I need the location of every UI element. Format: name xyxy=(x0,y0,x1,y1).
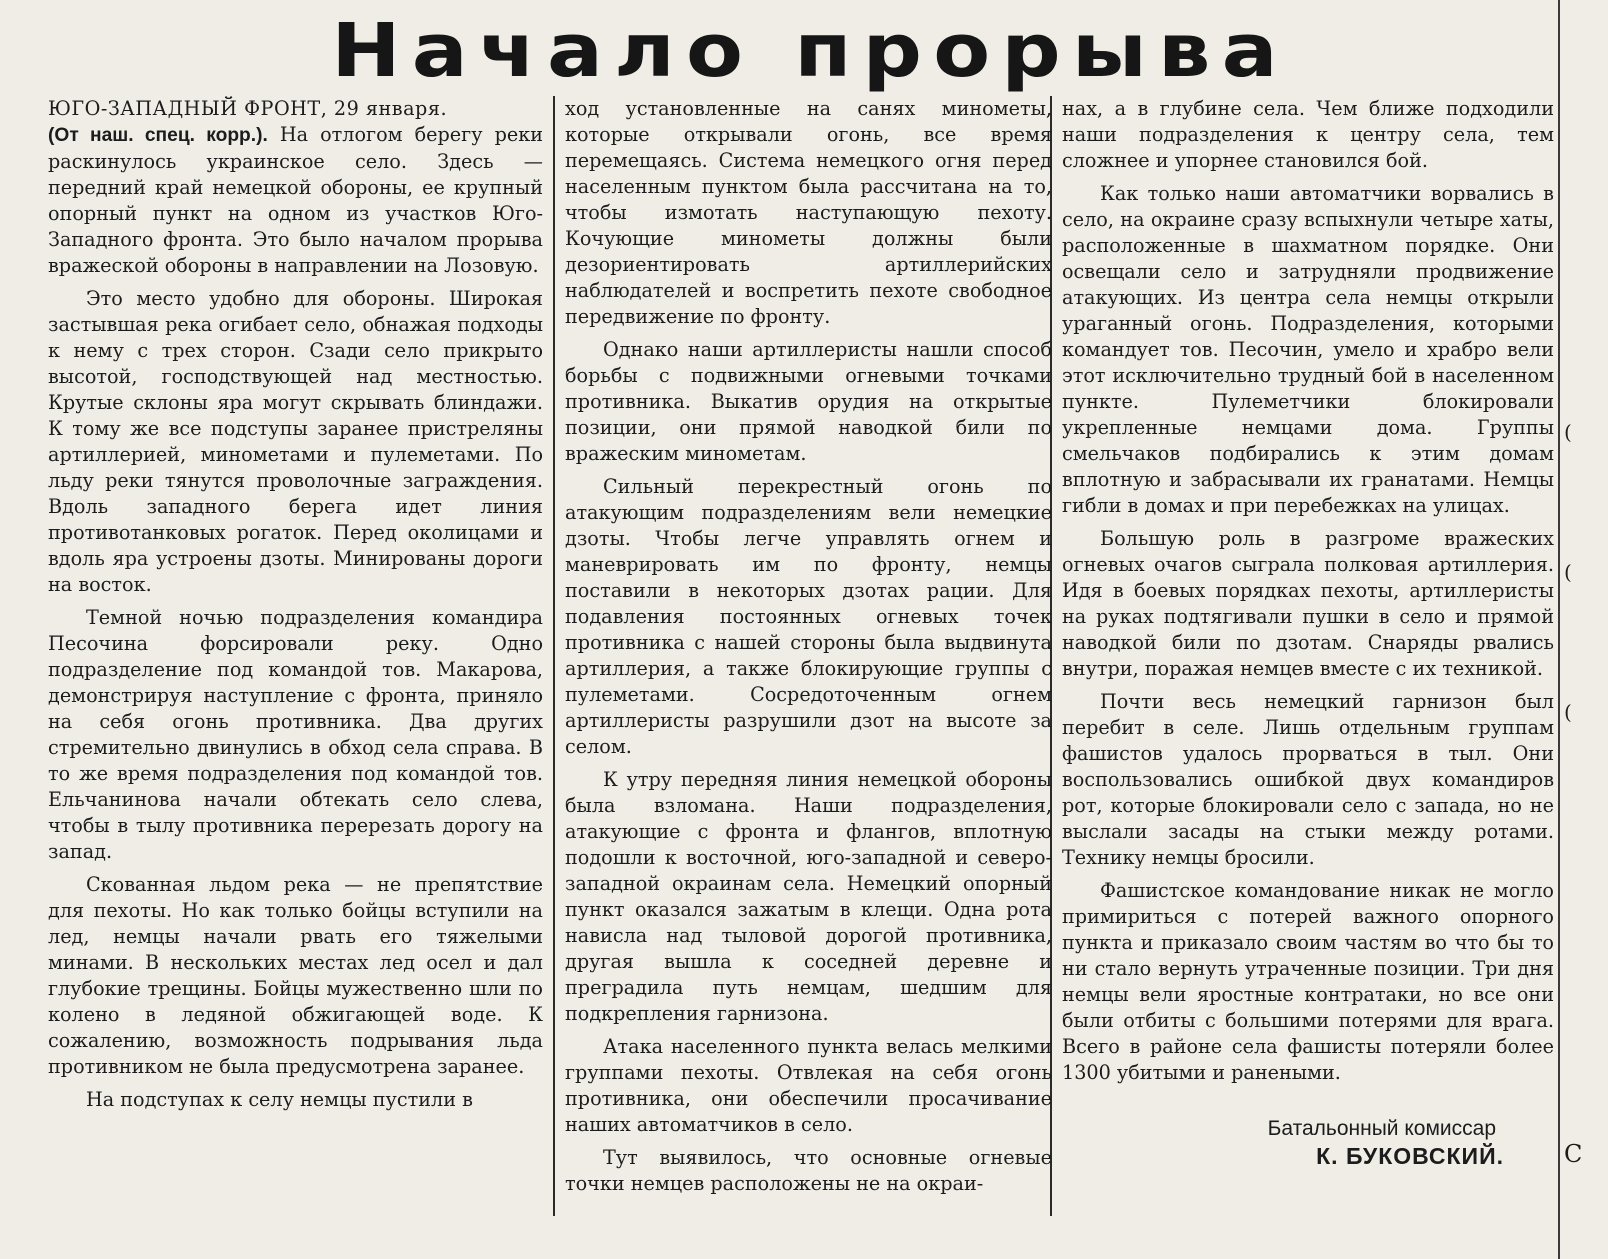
paragraph: Атака населенного пункта велась мелкими группами пехоты. Отвлекая на себя огонь противника, они обеспечили просачивание наших автоматчиков в село. xyxy=(565,1035,1052,1136)
edge-glyph: ( xyxy=(1564,700,1572,724)
adjacent-column-edge xyxy=(1558,0,1608,1259)
paragraph: Большую роль в разгроме вражеских огневых очагов сыграла полковая артиллерия. Идя в боевых порядках пехоты, артиллеристы на руках подтягивали пушки в село и прямой наводкой били по дзотам. Снаряды рвались внутри, поражая немцев вместе с их техникой. xyxy=(1062,527,1554,680)
paragraph: Тут выявилось, что основные огневые точки немцев расположены не на окраи- xyxy=(565,1146,1052,1195)
article-column-3 xyxy=(1062,96,1554,1246)
article-column-1 xyxy=(48,96,543,1246)
paragraph-text: На отлогом берегу реки раскинулось украинское село. Здесь — передний край немецкой обороны, ее крупный опорный пункт на одном из участков Юго-Западного фронта. Это было началом прорыва вражеской обороны в направлении на Лозовую. xyxy=(48,123,543,277)
article-headline: Начало прорыва xyxy=(331,8,1289,94)
edge-glyph: ( xyxy=(1564,560,1572,584)
edge-glyph: ( xyxy=(1564,420,1572,444)
paragraph: Темной ночью подразделения командира Песочина форсировали реку. Одно подразделение под командой тов. Макарова, демонстрируя наступление с фронта, приняло на себя огонь противника. Два других стремительно двинулись в обход села справа. В то же время подразделения под командой тов. Ельчанинова начали обтекать село слева, чтобы в тылу противника перерезать дорогу на запад. xyxy=(48,606,543,863)
paragraph: Как только наши автоматчики ворвались в село, на окраине сразу вспыхнули четыре хаты, расположенные в шахматном порядке. Они освещали село и затрудняли продвижение атакующих. Из центра села немцы открыли ураганный огонь. Подразделения, которыми командует тов. Песочин, умело и храбро вели этот исключительно трудный бой в населенном пункте. Пулеметчики блокировали укрепленные немцами дома. Группы смельчаков подбирались к этим домам вплотную и забрасывали их гранатами. Немцы гибли в домах и при перебежках на улицах. xyxy=(1062,182,1554,517)
lead-paragraph xyxy=(48,96,543,279)
edge-glyph: С xyxy=(1564,1140,1583,1168)
article-column-2 xyxy=(565,96,1052,1246)
source-credit: (От наш. спец. корр.). xyxy=(48,125,268,146)
signature-name: К. БУКОВСКИЙ. xyxy=(1316,1143,1504,1169)
paragraph: На подступах к селу немцы пустили в xyxy=(86,1088,473,1111)
paragraph: К утру передняя линия немецкой обороны была взломана. Наши подразделения, атакующие с фронта и флангов, вплотную подошли к восточной, юго-западной и северо-западной окраинам села. Немецкий опорный пункт оказался зажатым в клещи. Одна рота нависла над тыловой дорогой противника, другая вышла к соседней деревне и преградила путь немцам, шедшим для подкрепления гарнизона. xyxy=(565,768,1052,1025)
paragraph: Скованная льдом река — не препятствие для пехоты. Но как только бойцы вступили на лед, немцы начали рвать его тяжелыми минами. В нескольких местах лед осел и дал глубокие трещины. Бойцы мужественно шли по колено в ледяной обжигающей воде. К сожалению, возможность подрывания льда противником не была предусмотрена заранее. xyxy=(48,873,543,1078)
paragraph: Однако наши артиллеристы нашли способ борьбы с подвижными огневыми точками противника. Выкатив орудия на открытые позиции, они прямой наводкой били по вражеским минометам. xyxy=(565,338,1052,465)
paragraph: ход установленные на санях минометы, которые открывали огонь, все время перемещаясь. Система немецкого огня перед населенным пунктом была рассчитана на то, чтобы измотать наступающую пехоту. Кочующие минометы должны были дезориентировать артиллерийских наблюдателей и воспретить пехоте свободное передвижение по фронту. xyxy=(565,97,1052,328)
column-divider xyxy=(553,96,555,1216)
paragraph: Фашистское командование никак не могло примириться с потерей важного опорного пункта и приказало своим частям во что бы то ни стало вернуть утраченные позиции. Три дня немцы вели яростные контратаки, но все они были отбиты с большими потерями для врага. Всего в районе села фашисты потеряли более 1300 убитыми и ранеными. xyxy=(1062,879,1554,1084)
paragraph: нах, а в глубине села. Чем ближе подходили наши подразделения к центру села, тем сложнее и упорнее становился бой. xyxy=(1062,97,1554,172)
dateline: ЮГО-ЗАПАДНЫЙ ФРОНТ, 29 января. xyxy=(48,97,448,120)
paragraph: Сильный перекрестный огонь по атакующим подразделениям вели немецкие дзоты. Чтобы легче управлять огнем и маневрировать им по фронту, немцы поставили в некоторых дзотах рации. Для подавления постоянных огневых точек противника с нашей стороны была выдвинута артиллерия, а также блокирующие группы с пулеметами. Сосредоточенным огнем артиллеристы разрушили дзот на высоте за селом. xyxy=(565,475,1052,758)
paragraph: Это место удобно для обороны. Широкая застывшая река огибает село, обнажая подходы к нему с трех сторон. Сзади село прикрыто высотой, господствующей над местностью. Крутые склоны яра могут скрывать блиндажи. К тому же все подступы заранее пристреляны артиллерией, минометами и пулеметами. По льду реки тянутся проволочные заграждения. Вдоль западного берега идет линия противотанковых рогаток. Перед околицами и вдоль яра устроены дзоты. Минированы дороги на восток. xyxy=(48,287,543,596)
paragraph: Почти весь немецкий гарнизон был перебит в селе. Лишь отдельным группам фашистов удалось прорваться в тыл. Они воспользовались ошибкой двух командиров рот, которые блокировали село с запада, но не выслали засады на стыки между ротами. Технику немцы бросили. xyxy=(1062,690,1554,869)
signature-title: Батальонный комиссар xyxy=(1267,1117,1496,1140)
